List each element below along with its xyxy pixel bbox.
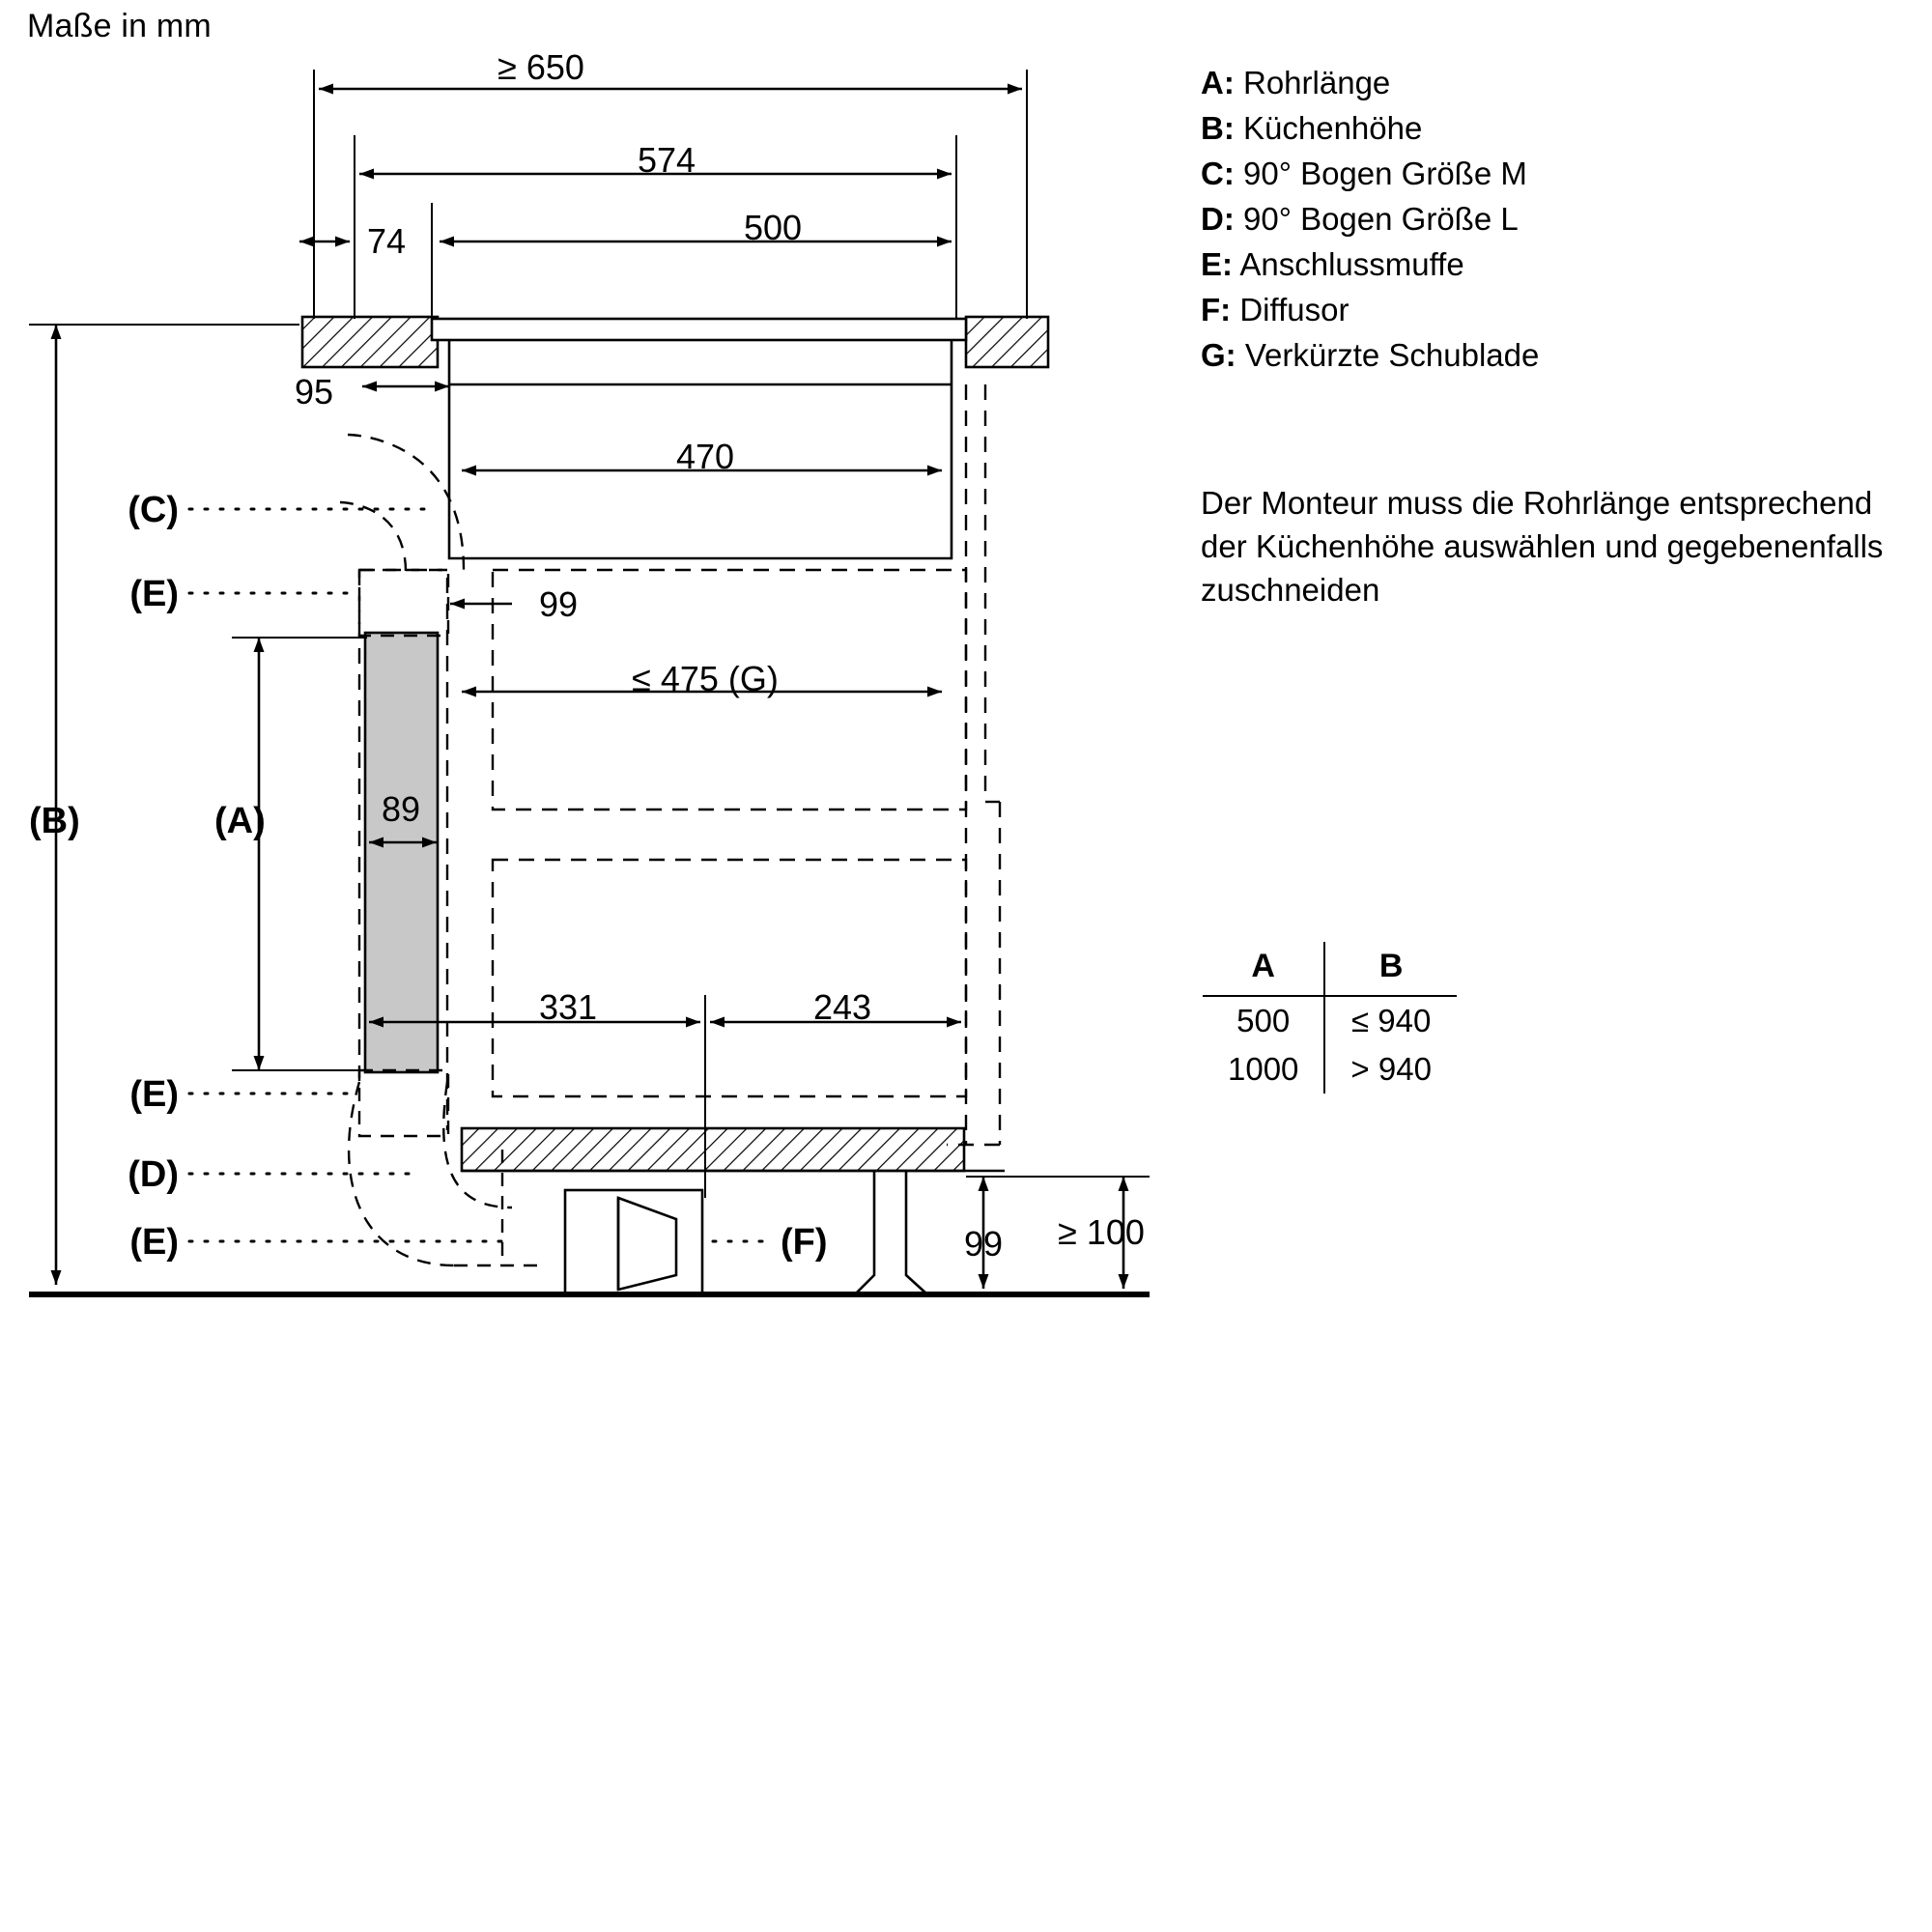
callout-e-1: (E) bbox=[129, 574, 179, 614]
callout-b: (B) bbox=[29, 801, 80, 841]
legend-item-d bbox=[1201, 196, 1539, 242]
ab-row1-b: ≤ 940 bbox=[1351, 1003, 1432, 1038]
dim-74: 74 bbox=[366, 221, 407, 261]
ab-table bbox=[1203, 942, 1457, 1094]
callout-e-3: (E) bbox=[129, 1222, 179, 1263]
dim-99-top: 99 bbox=[538, 584, 579, 624]
callout-d: (D) bbox=[128, 1154, 179, 1195]
dim-470: 470 bbox=[675, 437, 735, 476]
legend-item-a bbox=[1201, 60, 1539, 105]
dim-475-g: ≤ 475 (G) bbox=[632, 659, 779, 698]
unit-label: Maße in mm bbox=[27, 8, 212, 44]
dim-top-width: ≥ 650 bbox=[497, 47, 584, 87]
dim-89: 89 bbox=[381, 789, 421, 829]
legend-key-g: G: bbox=[1201, 337, 1236, 373]
legend-text-f: Diffusor bbox=[1239, 292, 1350, 327]
dim-100: ≥ 100 bbox=[1058, 1212, 1145, 1252]
legend-item-g bbox=[1201, 332, 1539, 378]
dim-243: 243 bbox=[812, 987, 872, 1027]
legend-list bbox=[1201, 60, 1539, 378]
table-row bbox=[1203, 996, 1457, 1045]
dim-574: 574 bbox=[637, 140, 696, 180]
callout-e-2: (E) bbox=[129, 1074, 179, 1115]
legend-key-b: B: bbox=[1201, 110, 1235, 146]
legend-text-c: 90° Bogen Größe M bbox=[1243, 156, 1527, 191]
callout-c: (C) bbox=[128, 490, 179, 530]
table-row bbox=[1203, 1045, 1457, 1094]
legend-item-e bbox=[1201, 242, 1539, 287]
dim-95: 95 bbox=[294, 372, 334, 412]
legend-text-b: Küchenhöhe bbox=[1243, 110, 1423, 146]
legend-text-a: Rohrlänge bbox=[1243, 65, 1391, 100]
ab-table-header-a: A bbox=[1203, 942, 1324, 996]
callout-f: (F) bbox=[781, 1222, 828, 1263]
legend-text-e: Anschlussmuffe bbox=[1239, 246, 1464, 282]
installer-note: Der Monteur muss die Rohrlänge entsprechend der Küchenhöhe auswählen und gegebenenfalls zuschneiden bbox=[1201, 485, 1884, 608]
legend-item-c bbox=[1201, 151, 1539, 196]
dim-500: 500 bbox=[743, 208, 803, 247]
ab-table-header-b: B bbox=[1324, 942, 1457, 996]
legend-key-d: D: bbox=[1201, 201, 1235, 237]
legend-item-b bbox=[1201, 105, 1539, 151]
ab-row2-a: 1000 bbox=[1203, 1045, 1324, 1094]
legend-item-f bbox=[1201, 287, 1539, 332]
dim-331: 331 bbox=[538, 987, 598, 1027]
legend-text-d: 90° Bogen Größe L bbox=[1243, 201, 1519, 237]
dim-99-bottom: 99 bbox=[963, 1224, 1004, 1264]
legend-key-a: A: bbox=[1201, 65, 1235, 100]
ab-row1-a: 500 bbox=[1203, 996, 1324, 1045]
legend-key-e: E: bbox=[1201, 246, 1233, 282]
legend-key-c: C: bbox=[1201, 156, 1235, 191]
ab-row2-b: > 940 bbox=[1350, 1051, 1432, 1087]
callout-a: (A) bbox=[214, 801, 266, 841]
legend-key-f: F: bbox=[1201, 292, 1232, 327]
legend-text-g: Verkürzte Schublade bbox=[1244, 337, 1540, 373]
